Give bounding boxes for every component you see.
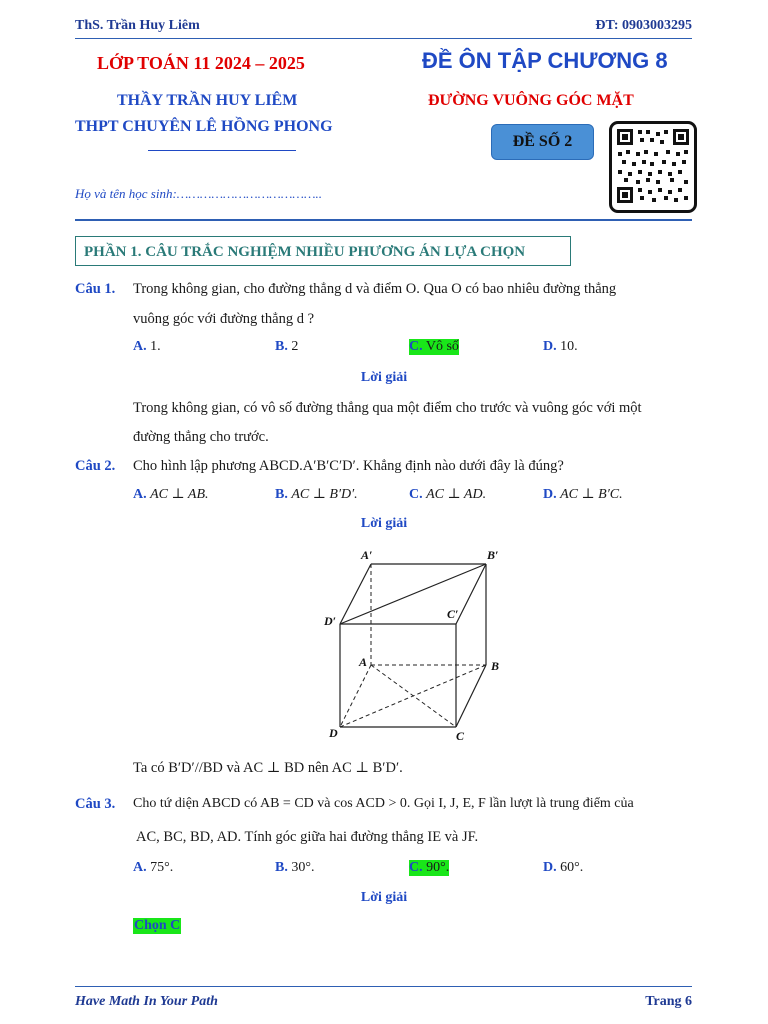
- q3-solution-title: Lời giải: [360, 890, 408, 905]
- q3-option-d: D. 60°.: [543, 860, 584, 875]
- diagonal-b1d1: [340, 564, 486, 624]
- label-a1: A′: [361, 548, 373, 562]
- header-phone: ĐT: 0903003295: [595, 18, 692, 33]
- q1-solution-line1: Trong không gian, có vô số đường thẳng qua một điểm cho trước và vuông góc với một: [133, 400, 642, 416]
- diagonal-bd-hidden: [340, 665, 486, 727]
- q3-option-a: A. 75°.: [133, 860, 174, 875]
- q3-text-line1: Cho tứ diện ABCD có AB = CD và cos ACD > 0. Gọi I, J, E, F lần lượt là trung điểm của: [133, 796, 634, 811]
- header-author: ThS. Trần Huy Liêm: [75, 18, 200, 33]
- class-title: LỚP TOÁN 11 2024 – 2025: [97, 53, 305, 73]
- q3-option-c-correct: C. 90°.: [409, 860, 450, 875]
- q3-answer: Chọn C: [134, 918, 181, 933]
- q3-option-b: B. 30°.: [275, 860, 315, 875]
- q2-text-line1: Cho hình lập phương ABCD.A′B′C′D′. Khẳng định nào dưới đây là đúng?: [133, 458, 564, 474]
- school-name: THPT CHUYÊN LÊ HỒNG PHONG: [75, 118, 333, 135]
- school-underline: [148, 150, 296, 151]
- footer-slogan: Have Math In Your Path: [75, 994, 218, 1009]
- teacher-name: THẦY TRẦN HUY LIÊM: [117, 92, 298, 109]
- q2-option-c: C. AC ⊥ AD.: [409, 487, 487, 502]
- q1-text-line1: Trong không gian, cho đường thẳng d và điểm O. Qua O có bao nhiêu đường thẳng: [133, 281, 617, 297]
- q1-solution-title: Lời giải: [360, 370, 408, 385]
- edge-ad-hidden: [340, 665, 371, 727]
- title-divider: [75, 219, 692, 221]
- student-name-field: Họ và tên học sinh:………………………………..: [75, 186, 323, 201]
- label-d: D: [329, 726, 338, 740]
- label-c1: C′: [447, 607, 459, 621]
- q1-text-line2: vuông góc với đường thẳng d ?: [133, 311, 315, 327]
- edge-b1c1: [456, 564, 486, 624]
- qr-code-icon: [609, 121, 697, 213]
- q2-number: Câu 2.: [75, 458, 116, 474]
- exam-title: ĐỀ ÔN TẬP CHƯƠNG 8: [422, 48, 668, 73]
- q3-number: Câu 3.: [75, 796, 116, 812]
- q1-number: Câu 1.: [75, 281, 116, 297]
- q2-option-a: A. AC ⊥ AB.: [133, 487, 209, 502]
- q1-option-c-correct: C. Vô số: [409, 339, 459, 354]
- label-d1: D′: [324, 614, 337, 628]
- edge-cb: [456, 665, 486, 727]
- q1-option-d: D. 10.: [543, 339, 578, 354]
- q1-solution-line2: đường thẳng cho trước.: [133, 429, 269, 445]
- footer-page-number: Trang 6: [645, 994, 692, 1009]
- edge-d1a1: [340, 564, 371, 624]
- q2-option-d: D. AC ⊥ B′C.: [543, 487, 623, 502]
- header-divider: [75, 38, 692, 39]
- q2-solution-title: Lời giải: [360, 516, 408, 531]
- q1-option-b: B. 2: [275, 339, 299, 354]
- label-b1: B′: [487, 548, 499, 562]
- label-b: B: [491, 659, 500, 673]
- q2-option-b: B. AC ⊥ B′D′.: [275, 487, 358, 502]
- footer-divider: [75, 986, 692, 987]
- exam-number-badge: ĐỀ SỐ 2: [491, 124, 594, 160]
- exam-topic: ĐƯỜNG VUÔNG GÓC MẶT: [428, 92, 634, 109]
- label-a: A: [359, 655, 368, 669]
- label-c: C: [456, 729, 465, 743]
- q3-text-line2: AC, BC, BD, AD. Tính góc giữa hai đường thẳng IE và JF.: [136, 829, 479, 845]
- q1-option-a: A. 1.: [133, 339, 161, 354]
- section-title: PHẦN 1. CÂU TRẮC NGHIỆM NHIỀU PHƯƠNG ÁN LỰA CHỌN: [75, 236, 571, 266]
- q2-solution-line1: Ta có B′D′//BD và AC ⊥ BD nên AC ⊥ B′D′.: [133, 760, 403, 776]
- cube-figure: [315, 540, 515, 750]
